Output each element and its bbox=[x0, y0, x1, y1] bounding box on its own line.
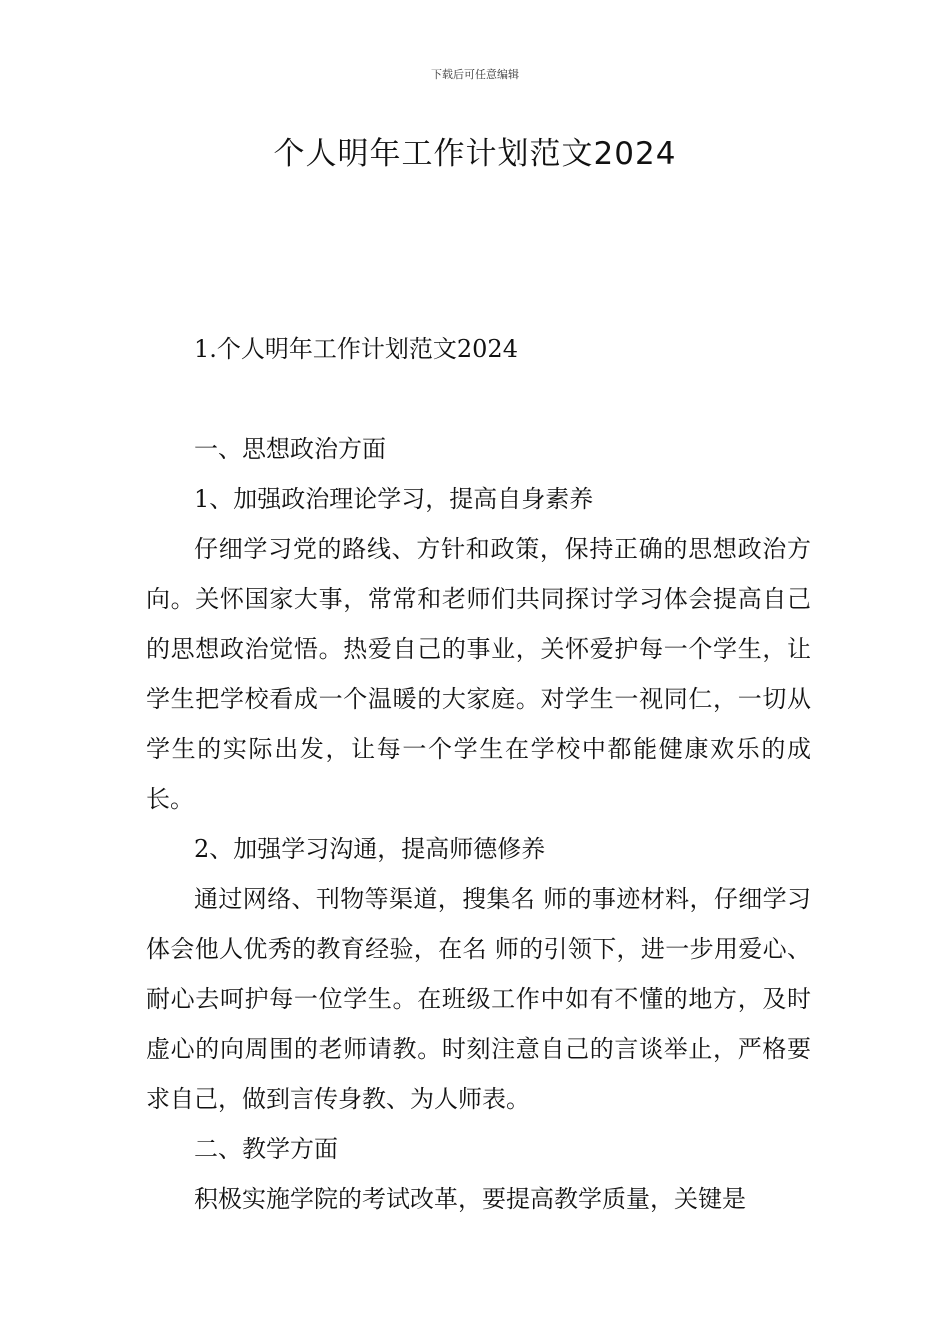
section-heading-political: 一、思想政治方面 bbox=[194, 435, 386, 463]
header-note: 下载后可任意编辑 bbox=[431, 68, 519, 81]
section-heading-numbered: 1.个人明年工作计划范文2024 bbox=[194, 335, 518, 363]
subheading-theory-study: 1、加强政治理论学习，提高自身素养 bbox=[194, 485, 594, 513]
section-heading-teaching: 二、教学方面 bbox=[194, 1135, 338, 1163]
subheading-ethics: 2、加强学习沟通，提高师德修养 bbox=[194, 835, 546, 863]
paragraph-teaching: 积极实施学院的考试改革，要提高教学质量，关键是 bbox=[194, 1185, 746, 1213]
paragraph-ethics: 通过网络、刊物等渠道，搜集名 师的事迹材料，仔细学习体会他人优秀的教育经验，在名 师的引领下，进一步用爱心、耐心去呵护每一位学生。在班级工作中如有不懂的地方，及时虚心的向周围的老师请教。时刻注意自己的言谈举止，严格要求自己，做到言传身教、为人师表。 bbox=[146, 885, 811, 1113]
document-body bbox=[146, 324, 811, 1224]
paragraph-theory-study: 仔细学习党的路线、方针和政策，保持正确的思想政治方向。关怀国家大事，常常和老师们共同探讨学习体会提高自己的思想政治觉悟。热爱自己的事业，关怀爱护每一个学生，让学生把学校看成一个温暖的大家庭。对学生一视同仁，一切从学生的实际出发，让每一个学生在学校中都能健康欢乐的成长。 bbox=[146, 535, 811, 813]
document-title: 个人明年工作计划范文2024 bbox=[273, 136, 677, 172]
